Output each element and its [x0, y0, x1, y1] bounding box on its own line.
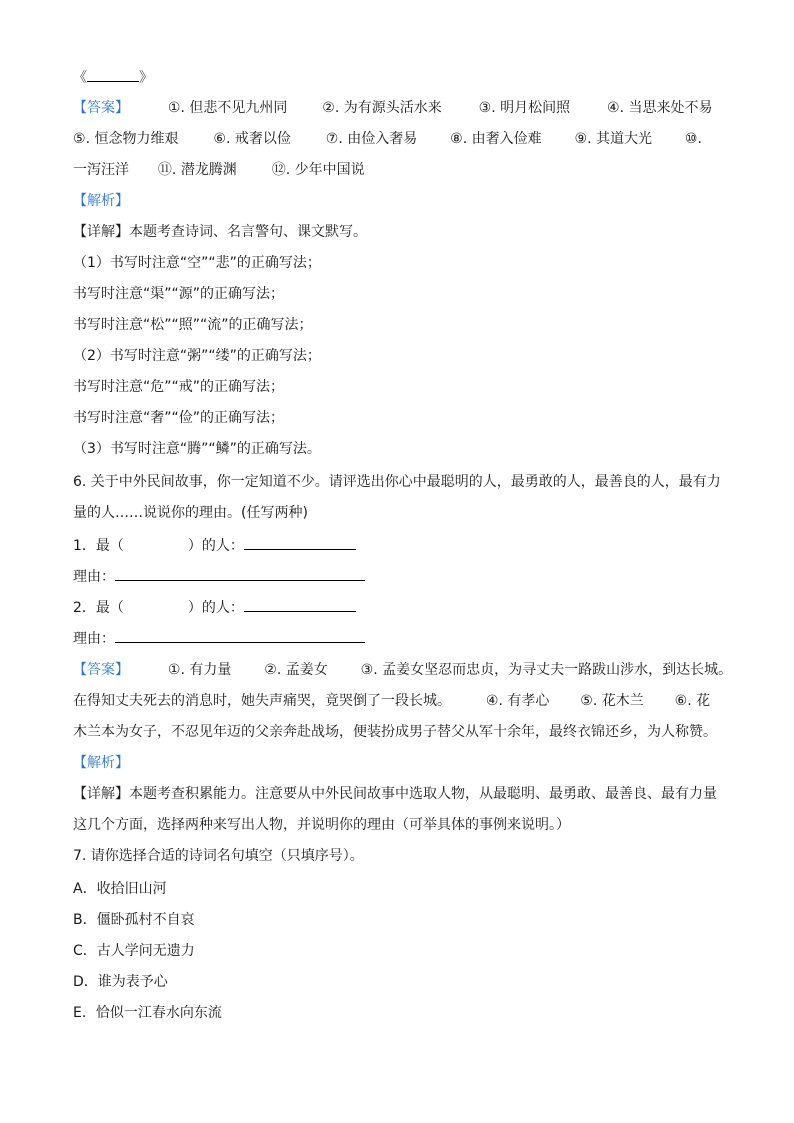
q5-answer-line-1: 【答案】 ①. 但悲不见九州同 ②. 为有源头活水来 ③. 明月松间照 ④. 当思来处不易 — [73, 100, 713, 116]
detail-tag: 【详解】 — [73, 786, 129, 802]
q7-option: C．古人学问无遗力 — [73, 943, 195, 959]
q6-detail-line-1: 【详解】本题考查积累能力。注意要从中外民间故事中选取人物，从最聪明、最勇敢、最善良、最有力量 — [73, 786, 717, 802]
analysis-tag: 【解析】 — [73, 755, 129, 771]
q5-note: （2）书写时注意“粥”“缕”的正确写法； — [73, 348, 321, 364]
reason-blank[interactable] — [115, 628, 365, 643]
answer-num: ⑪ — [157, 162, 172, 178]
answer-text: 由俭入奢易 — [347, 131, 418, 147]
q5-detail — [73, 223, 367, 241]
q5-answer-line-3: 一泻汪洋 ⑪. 潜龙腾渊 ⑫. 少年中国说 — [73, 162, 365, 178]
q6-item-2: 2．最（ ）的人： — [73, 597, 356, 617]
q5-note: （3）书写时注意“腾”“鳞”的正确写法。 — [73, 441, 321, 457]
q6-item-1: 1．最（ ）的人： — [73, 535, 356, 555]
q6-reason-2: 理由： — [73, 628, 365, 648]
answer-num: ⑫ — [271, 162, 286, 178]
answer-blank[interactable] — [244, 535, 356, 550]
q5-note: 书写时注意“松”“照”“流”的正确写法； — [73, 317, 313, 333]
q6-stem-line-1: 6. 关于中外民间故事，你一定知道不少。请评选出你心中最聪明的人，最勇敢的人，最善良的人，最有力 — [73, 474, 721, 490]
detail-tag: 【详解】 — [73, 224, 129, 240]
answer-num: ③ — [478, 100, 492, 116]
q6-answer-line-1: 【答案】 ①. 有力量 ②. 孟姜女 ③. 孟姜女坚忍而忠贞，为寻丈夫一路跋山涉水，到达长城。 — [73, 662, 733, 678]
answer-num: ② — [322, 100, 335, 116]
q7-option: D．谁为表予心 — [73, 974, 168, 990]
answer-num: ⑥ — [213, 131, 226, 147]
q6-detail-line-2: 这几个方面，选择两种来写出人物，并说明你的理由（可举具体的事例来说明。） — [73, 817, 570, 833]
q5-note: 书写时注意“危”“戒”的正确写法； — [73, 379, 285, 395]
answer-text: 一泻汪洋 — [73, 162, 129, 178]
blank-underline — [87, 67, 139, 82]
answer-text: 少年中国说 — [294, 162, 365, 178]
answer-num: ⑩ — [684, 131, 698, 147]
reason-blank[interactable] — [115, 566, 365, 581]
answer-tag: 【答案】 — [73, 100, 129, 116]
q7-option: E．恰似一江春水向东流 — [73, 1005, 222, 1021]
answer-text: 戒奢以俭 — [234, 131, 291, 147]
right-book-mark: 》 — [139, 70, 153, 86]
q5-answer-line-2: ⑤. 恒念物力维艰 ⑥. 戒奢以俭 ⑦. 由俭入奢易 ⑧. 由奢入俭难 ⑨. 其道大光 ⑩. — [73, 131, 702, 147]
q6-answer-line-3: 木兰本为女子，不忍见年迈的父亲奔赴战场，便装扮成男子替父从军十余年，最终衣锦还乡，为人称赞。 — [73, 724, 717, 740]
answer-blank[interactable] — [244, 597, 356, 612]
analysis-tag: 【解析】 — [73, 193, 129, 209]
answer-text: 潜龙腾渊 — [180, 162, 237, 178]
q6-stem-line-2: 量的人……说说你的理由。(任写两种) — [73, 505, 308, 521]
answer-text: 恒念物力维艰 — [94, 131, 179, 147]
answer-num: ⑧ — [450, 131, 463, 147]
answer-num: ① — [167, 100, 181, 116]
answer-text: 明月松间照 — [500, 100, 571, 116]
answer-num: ⑦ — [325, 131, 339, 147]
q6-reason-1: 理由： — [73, 566, 365, 586]
q5-tail-line — [73, 67, 153, 87]
answer-num: ⑨ — [574, 131, 588, 147]
q7-option: A．收拾旧山河 — [73, 881, 167, 897]
answer-text: 为有源头活水来 — [343, 100, 442, 116]
answer-text: 其道大光 — [595, 131, 652, 147]
q5-note: （1）书写时注意“空”“悲”的正确写法； — [73, 255, 321, 271]
detail-text: 本题考查诗词、名言警句、课文默写。 — [129, 224, 367, 240]
q5-note: 书写时注意“渠”“源”的正确写法； — [73, 286, 285, 302]
answer-num: ⑤ — [73, 131, 86, 147]
q7-stem: 7. 请你选择合适的诗词名句填空（只填序号）。 — [73, 848, 364, 864]
answer-text: 由奢入俭难 — [471, 131, 542, 147]
left-book-mark: 《 — [73, 70, 87, 86]
answer-tag: 【答案】 — [73, 662, 129, 678]
answer-text: 但悲不见九州同 — [189, 100, 288, 116]
answer-text: 当思来处不易 — [628, 100, 713, 116]
q7-option: B．僵卧孤村不自哀 — [73, 912, 195, 928]
answer-num: ④ — [607, 100, 620, 116]
q5-note: 书写时注意“奢”“俭”的正确写法； — [73, 410, 285, 426]
q6-answer-line-2: 在得知丈夫死去的消息时，她失声痛哭，竟哭倒了一段长城。 ④. 有孝心 ⑤. 花木兰 ⑥. 花 — [73, 693, 711, 709]
